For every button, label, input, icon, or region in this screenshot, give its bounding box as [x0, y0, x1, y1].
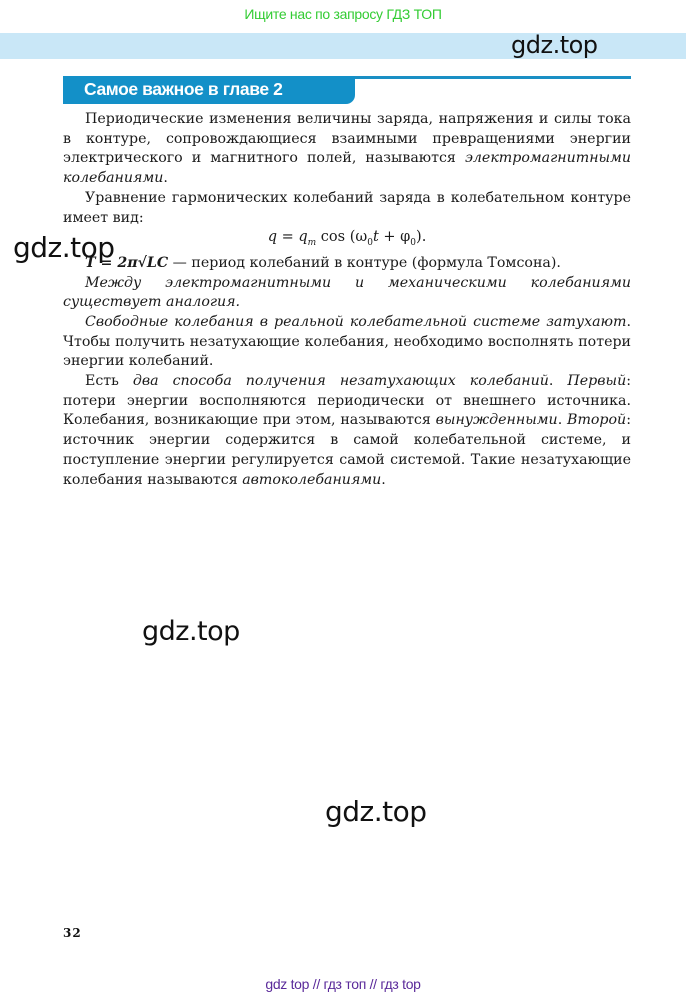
watermark: gdz.top: [142, 616, 240, 647]
paragraph: Уравнение гармонических колебаний заряда в колебательном контуре имеет вид:: [63, 189, 631, 226]
watermark: gdz.top: [325, 795, 427, 828]
harmonic-equation: $q = q_m$ $\cos (\omega_0t + \varphi_0)$.: [267, 229, 427, 249]
top-banner: Ищите нас по запросу ГДЗ ТОП: [244, 6, 442, 22]
watermark: gdz.top: [13, 231, 115, 264]
paragraph: Есть два способа получения незатухающих колебаний. Первый: потери энергии восполняются периодически от внешнего источника. Колебания, возникающие при этом, называются вынужденными. Второй: источник энергии содержится в самой колебательной системе, и поступление энергии регулируется самой системой. Такие незатухающие колебания называются автоколебаниями.: [63, 373, 631, 488]
thomson-formula: T = 2π√LC: [85, 254, 169, 271]
footer-links: gdz top // гдз топ // гдз top: [265, 976, 421, 992]
chapter-summary: [63, 110, 631, 490]
page-number: 32: [63, 926, 82, 940]
watermark: gdz.top: [511, 31, 598, 59]
paragraph: Свободные колебания в реальной колебательной системе затухают. Чтобы получить незатухающие колебания, необходимо восполнять потери энергии колебаний.: [63, 313, 631, 370]
paragraph: T = 2π√LC — период колебаний в контуре (формула Томсона).: [85, 254, 561, 271]
paragraph: Периодические изменения величины заряда, напряжения и силы тока в контуре, сопровождающиеся взаимными превращениями энергии электрического и магнитного полей, называются электромагнитными колебаниями.: [63, 111, 631, 187]
paragraph: Между электромагнитными и механическими колебаниями существует аналогия.: [63, 274, 631, 311]
chapter-title: Самое важное в главе 2: [84, 79, 283, 99]
term: электромагнитными колебаниями: [63, 150, 631, 187]
